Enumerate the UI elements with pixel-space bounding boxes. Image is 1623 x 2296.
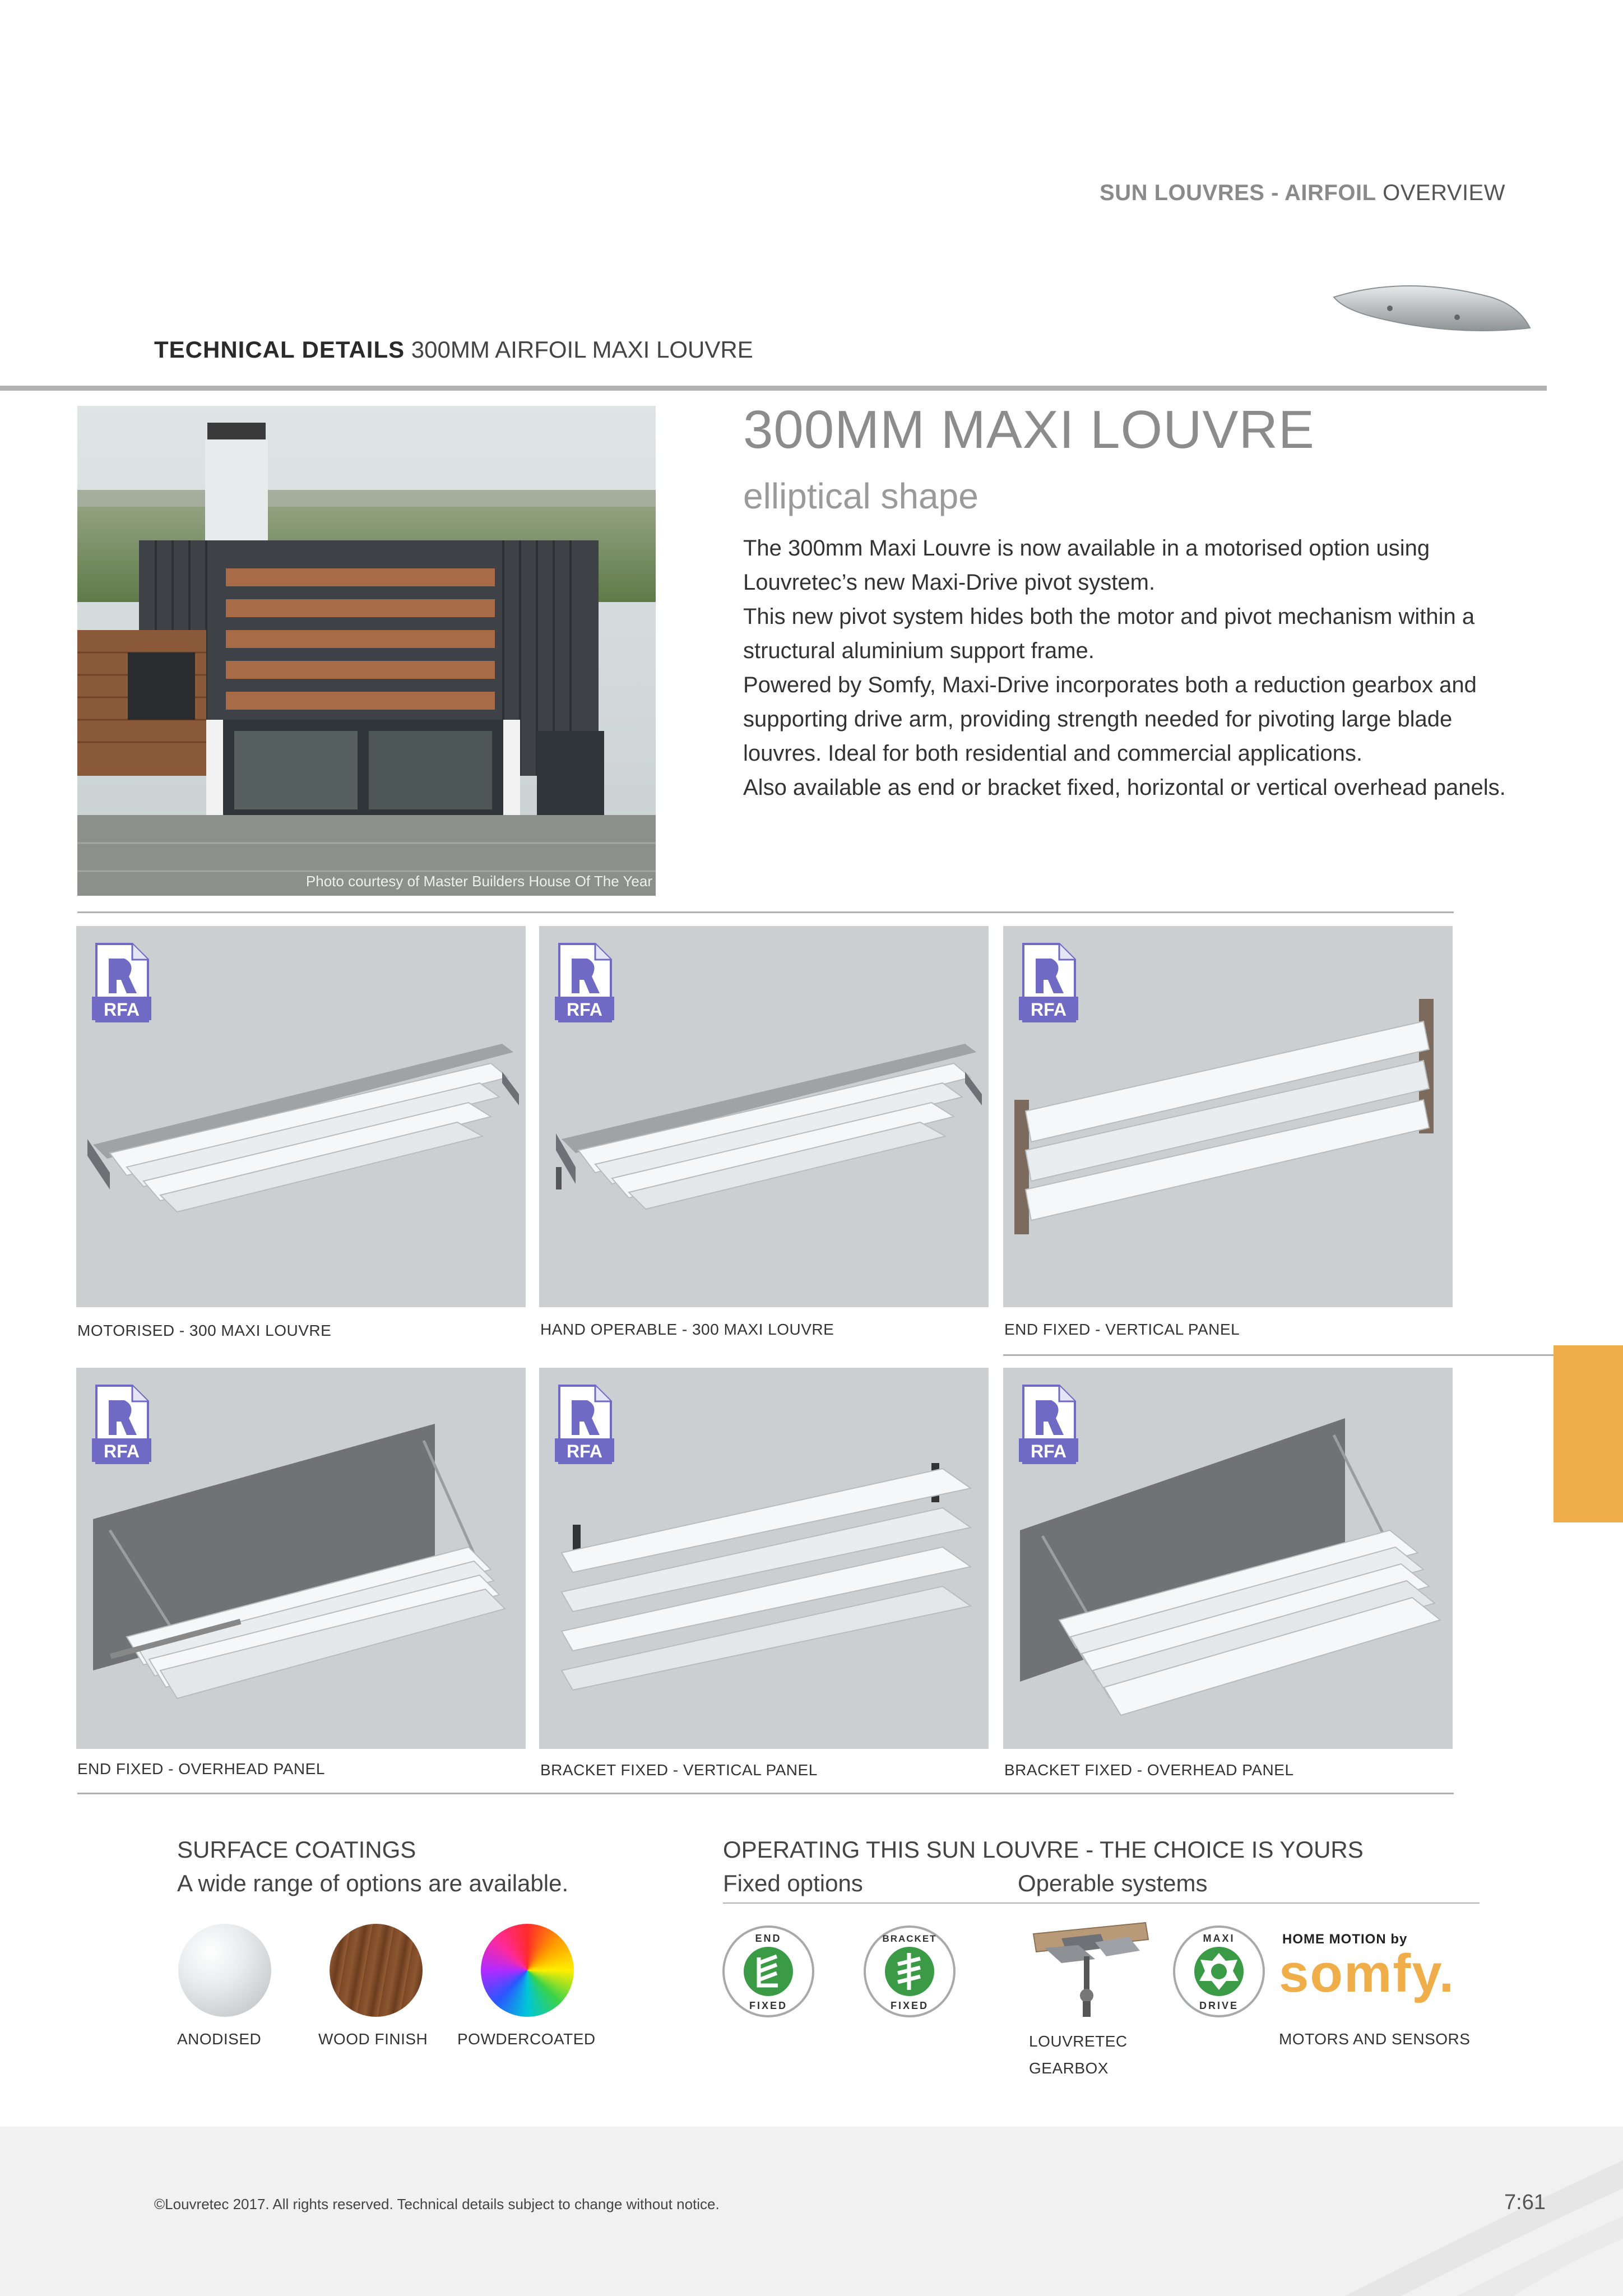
anodised-swatch bbox=[178, 1924, 271, 2017]
fixed-options-label: Fixed options bbox=[723, 1870, 863, 1896]
description-line: louvres. Ideal for both residential and commercial applications. bbox=[743, 741, 1363, 766]
somfy-tagline: HOME MOTION by bbox=[1282, 1932, 1408, 1947]
badge-bottom-text: DRIVE bbox=[1199, 2000, 1239, 2011]
chapter-tab[interactable] bbox=[1554, 1345, 1623, 1522]
rfa-file-icon bbox=[92, 1383, 151, 1465]
page-subtitle: elliptical shape bbox=[743, 476, 979, 516]
coating-label: ANODISED bbox=[177, 2030, 262, 2048]
product-tile-bracket-fixed-vertical[interactable] bbox=[539, 1368, 989, 1749]
rfa-label: RFA bbox=[104, 1441, 140, 1461]
product-caption: BRACKET FIXED - OVERHEAD PANEL bbox=[1004, 1761, 1294, 1779]
rfa-file-icon bbox=[92, 942, 151, 1024]
rfa-file-icon bbox=[1019, 1383, 1078, 1465]
wood-finish-swatch bbox=[330, 1924, 423, 2017]
bracket-fixed-badge-icon bbox=[862, 1924, 957, 2019]
badge-bottom-text: FIXED bbox=[890, 2000, 929, 2011]
motors-sensors-label: MOTORS AND SENSORS bbox=[1279, 2030, 1471, 2048]
section-heading-bold: SUN LOUVRES - AIRFOIL bbox=[1100, 180, 1376, 205]
description-line: supporting drive arm, providing strength needed for pivoting large blade bbox=[743, 707, 1453, 732]
badge-top-text: MAXI bbox=[1203, 1933, 1235, 1944]
operating-title: OPERATING THIS SUN LOUVRE - THE CHOICE IS YOURS bbox=[723, 1836, 1364, 1863]
maxi-drive-badge-icon bbox=[1171, 1924, 1267, 2019]
section-heading bbox=[1100, 180, 1505, 206]
description-line: Louvretec’s new Maxi-Drive pivot system. bbox=[743, 570, 1156, 595]
rfa-file-icon bbox=[1019, 942, 1078, 1024]
powdercoated-swatch bbox=[481, 1924, 574, 2017]
rfa-label: RFA bbox=[104, 999, 140, 1020]
section-divider bbox=[1003, 1354, 1623, 1356]
gearbox-label-line2: GEARBOX bbox=[1029, 2059, 1109, 2077]
photo-credit: Photo courtesy of Master Builders House Of The Year bbox=[305, 873, 652, 890]
hero-photo bbox=[77, 406, 656, 896]
product-caption: END FIXED - VERTICAL PANEL bbox=[1004, 1321, 1240, 1338]
gearbox-label-line1: LOUVRETEC bbox=[1029, 2033, 1128, 2050]
description-line: The 300mm Maxi Louvre is now available in a motorised option using bbox=[743, 536, 1430, 561]
product-caption: END FIXED - OVERHEAD PANEL bbox=[77, 1760, 325, 1777]
page-number: 7:61 bbox=[1504, 2191, 1546, 2214]
coating-label: POWDERCOATED bbox=[457, 2030, 596, 2048]
product-tile-end-fixed-vertical[interactable] bbox=[1003, 926, 1453, 1307]
rfa-file-icon bbox=[555, 942, 614, 1024]
end-fixed-badge-icon bbox=[721, 1924, 816, 2019]
description-line: Powered by Somfy, Maxi-Drive incorporates both a reduction gearbox and bbox=[743, 673, 1477, 697]
gearbox-icon bbox=[1028, 1917, 1151, 2018]
coating-label: WOOD FINISH bbox=[318, 2030, 428, 2048]
description-line: structural aluminium support frame. bbox=[743, 638, 1095, 663]
product-tile-hand-operable[interactable] bbox=[539, 926, 989, 1307]
badge-top-text: BRACKET bbox=[882, 1933, 937, 1944]
section-heading-light: OVERVIEW bbox=[1383, 180, 1505, 205]
coatings-title: SURFACE COATINGS bbox=[177, 1836, 416, 1863]
copyright-text: ©Louvretec 2017. All rights reserved. Technical details subject to change without notice. bbox=[154, 2196, 720, 2212]
section-divider bbox=[723, 1902, 1480, 1904]
rfa-label: RFA bbox=[567, 999, 602, 1020]
house-photo-illustration bbox=[77, 406, 656, 896]
airfoil-profile-icon bbox=[1323, 275, 1536, 353]
product-tile-motorised[interactable] bbox=[76, 926, 526, 1307]
description-line: Also available as end or bracket fixed, horizontal or vertical overhead panels. bbox=[743, 775, 1506, 800]
page-title: 300MM MAXI LOUVRE bbox=[743, 400, 1315, 460]
badge-top-text: END bbox=[755, 1933, 782, 1944]
product-caption: HAND OPERABLE - 300 MAXI LOUVRE bbox=[540, 1321, 834, 1338]
operable-systems-label: Operable systems bbox=[1018, 1870, 1208, 1896]
technical-details-light: 300MM AIRFOIL MAXI LOUVRE bbox=[411, 336, 753, 363]
somfy-logo: somfy. bbox=[1279, 1943, 1455, 2003]
rfa-label: RFA bbox=[1031, 999, 1066, 1020]
badge-bottom-text: FIXED bbox=[749, 2000, 788, 2011]
product-tile-bracket-fixed-overhead[interactable] bbox=[1003, 1368, 1453, 1749]
technical-details-heading bbox=[154, 336, 753, 363]
header-divider bbox=[0, 386, 1547, 391]
rfa-file-icon bbox=[555, 1383, 614, 1465]
description-paragraph bbox=[743, 531, 1528, 805]
product-caption: BRACKET FIXED - VERTICAL PANEL bbox=[540, 1761, 818, 1779]
product-tile-end-fixed-overhead[interactable] bbox=[76, 1368, 526, 1749]
technical-details-bold: TECHNICAL DETAILS bbox=[154, 336, 405, 363]
description-line: This new pivot system hides both the motor and pivot mechanism within a bbox=[743, 604, 1475, 629]
section-divider bbox=[77, 1793, 1454, 1794]
product-caption: MOTORISED - 300 MAXI LOUVRE bbox=[77, 1322, 332, 1339]
rfa-label: RFA bbox=[567, 1441, 602, 1461]
coatings-subtitle: A wide range of options are available. bbox=[177, 1870, 569, 1896]
section-divider bbox=[77, 911, 1454, 913]
rfa-label: RFA bbox=[1031, 1441, 1066, 1461]
